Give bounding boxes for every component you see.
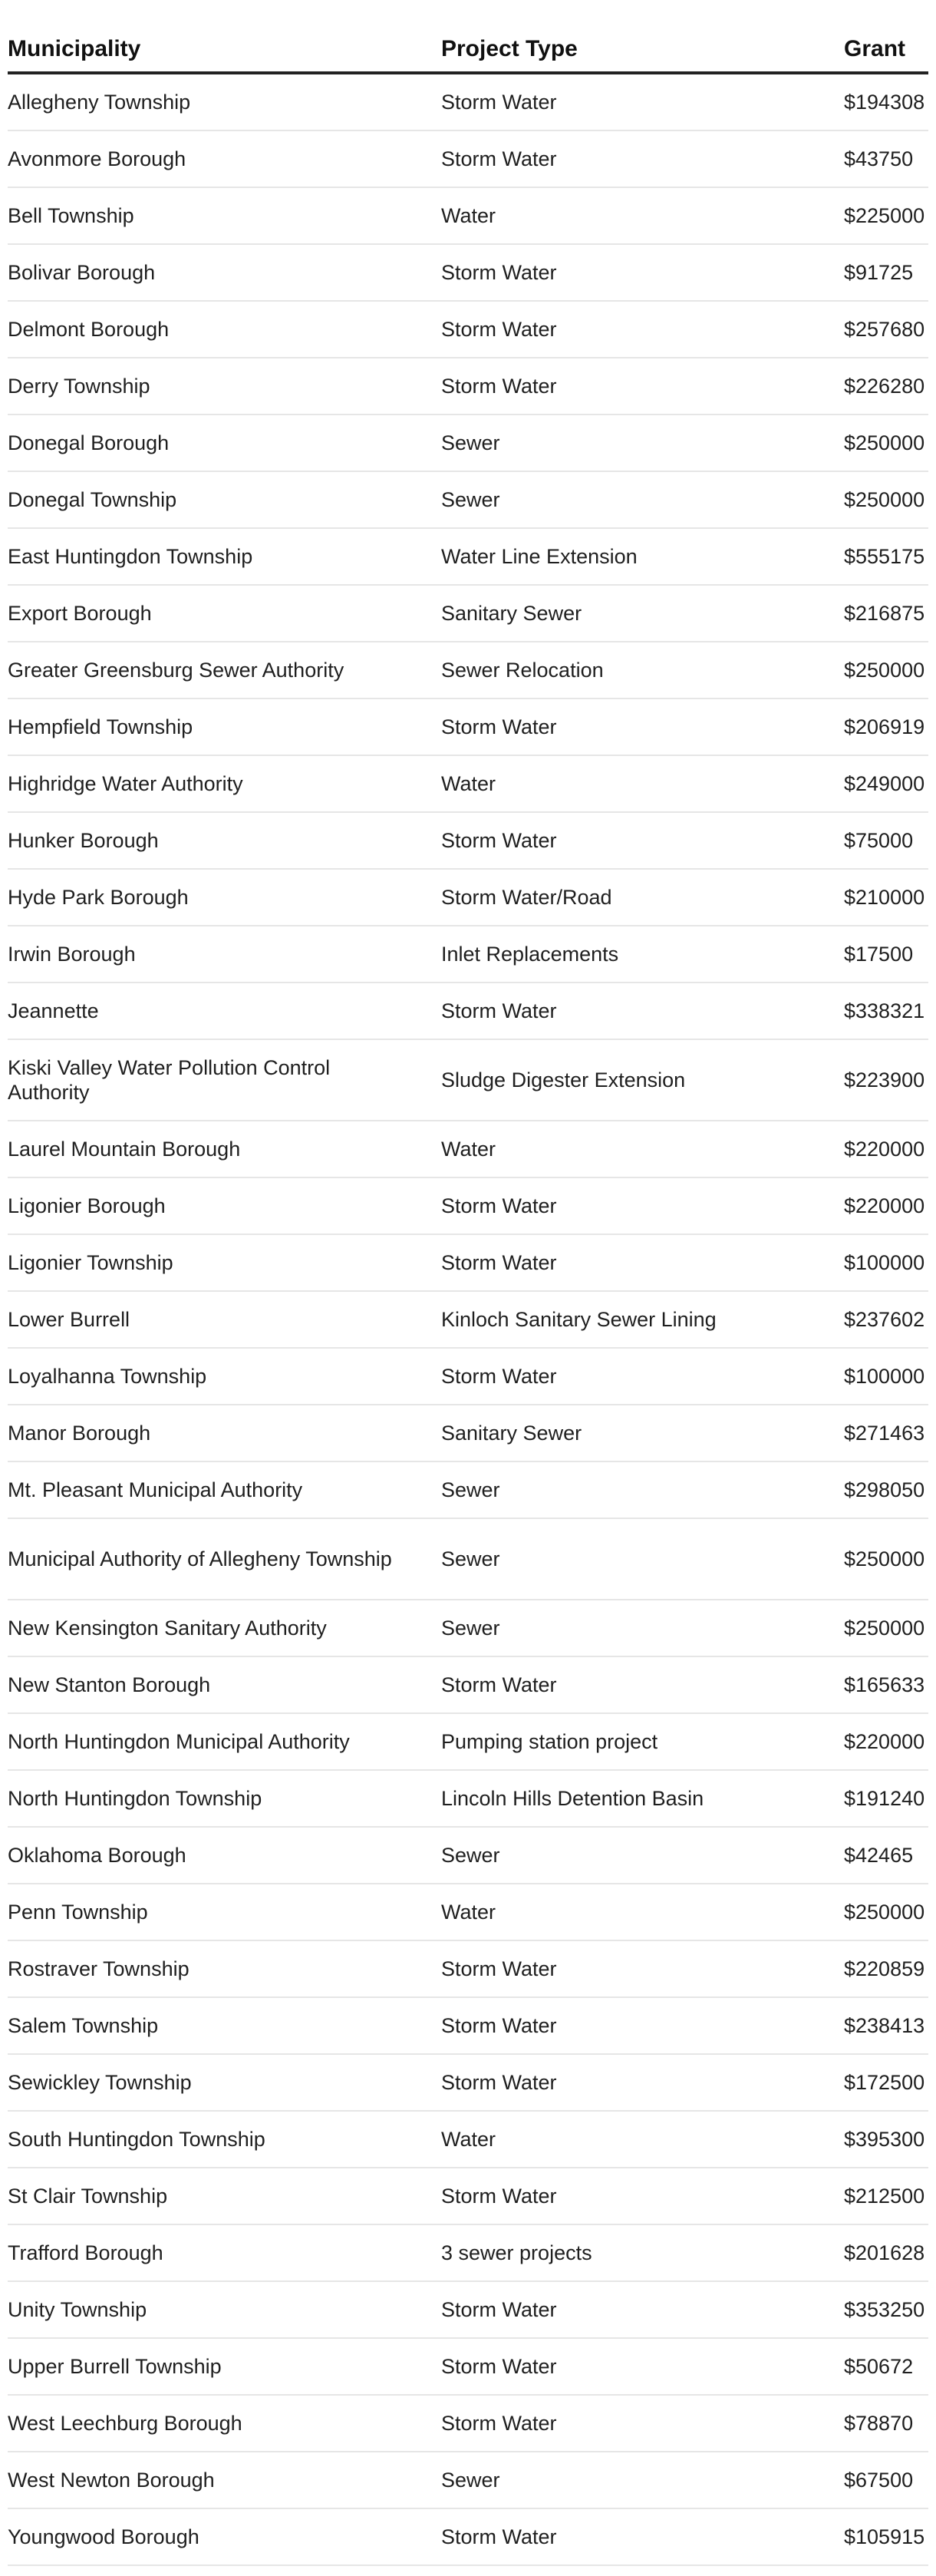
cell-municipality: Ligonier Township (8, 1251, 173, 1274)
cell-municipality: Kiski Valley Water Pollution Control Authority (8, 1056, 331, 1104)
cell-municipality: Youngwood Borough (8, 2525, 199, 2548)
cell-grant: $271463 (844, 1422, 925, 1445)
cell-municipality: Hempfield Township (8, 715, 193, 738)
cell-municipality: West Leechburg Borough (8, 2412, 242, 2435)
cell-grant: $338321 (844, 999, 925, 1022)
cell-project-type: Storm Water (441, 147, 557, 170)
cell-municipality: Trafford Borough (8, 2241, 163, 2264)
cell-grant: $191240 (844, 1787, 925, 1810)
header-grant: Grant (844, 36, 906, 61)
cell-project-type: Pumping station project (441, 1730, 658, 1753)
cell-project-type: Water (441, 204, 496, 227)
table-row (8, 1941, 928, 1998)
cell-municipality: Allegheny Township (8, 91, 191, 114)
cell-municipality: New Stanton Borough (8, 1673, 211, 1696)
table-row (8, 415, 928, 472)
table-row (8, 1828, 928, 1884)
table-row (8, 358, 928, 415)
cell-grant: $220859 (844, 1957, 925, 1980)
cell-municipality: Bell Township (8, 204, 134, 227)
cell-municipality: Laurel Mountain Borough (8, 1138, 241, 1161)
cell-project-type: Sewer Relocation (441, 659, 604, 682)
cell-project-type: Sewer (441, 431, 500, 454)
cell-grant: $212500 (844, 2185, 925, 2208)
cell-municipality: North Huntingdon Municipal Authority (8, 1730, 350, 1753)
cell-project-type: Sewer (441, 1617, 500, 1640)
cell-municipality: Greater Greensburg Sewer Authority (8, 659, 344, 682)
cell-project-type: Water Line Extension (441, 545, 638, 568)
cell-grant: $50672 (844, 2355, 914, 2378)
cell-project-type: Water (441, 1138, 496, 1161)
table-header (8, 0, 928, 74)
cell-grant: $250000 (844, 431, 925, 454)
cell-project-type: Storm Water (441, 2525, 557, 2548)
cell-grant: $43750 (844, 147, 914, 170)
cell-grant: $67500 (844, 2469, 914, 2492)
table-body (8, 74, 928, 2566)
cell-project-type: Water (441, 1901, 496, 1924)
cell-project-type: Storm Water (441, 999, 557, 1022)
cell-municipality: West Newton Borough (8, 2469, 215, 2492)
table-row (8, 2225, 928, 2282)
cell-project-type: Storm Water (441, 1194, 557, 1217)
table-row (8, 1292, 928, 1349)
table-row (8, 1121, 928, 1178)
cell-grant: $225000 (844, 204, 925, 227)
cell-grant: $395300 (844, 2128, 925, 2151)
cell-grant: $165633 (844, 1673, 925, 1696)
cell-grant: $250000 (844, 1547, 925, 1570)
table-row (8, 1600, 928, 1657)
cell-project-type: Inlet Replacements (441, 943, 619, 966)
cell-grant: $353250 (844, 2298, 925, 2321)
cell-project-type: Storm Water (441, 2355, 557, 2378)
cell-project-type: Storm Water (441, 91, 557, 114)
cell-grant: $555175 (844, 545, 925, 568)
table-row (8, 1998, 928, 2055)
cell-municipality: Ligonier Borough (8, 1194, 166, 1217)
cell-grant: $249000 (844, 772, 925, 795)
cell-grant: $172500 (844, 2071, 925, 2094)
cell-grant: $216875 (844, 602, 925, 625)
cell-municipality: North Huntingdon Township (8, 1787, 262, 1810)
cell-grant: $201628 (844, 2241, 925, 2264)
cell-project-type: Storm Water (441, 375, 557, 398)
table-row (8, 2055, 928, 2112)
cell-grant: $105915 (844, 2525, 925, 2548)
cell-grant: $298050 (844, 1478, 925, 1501)
cell-municipality: Export Borough (8, 602, 152, 625)
table-row (8, 1714, 928, 1771)
cell-project-type: Storm Water (441, 715, 557, 738)
table-row (8, 983, 928, 1040)
table-row (8, 926, 928, 983)
cell-municipality: Delmont Borough (8, 318, 170, 341)
table-row (8, 2396, 928, 2452)
cell-grant: $91725 (844, 261, 914, 284)
table-row (8, 131, 928, 188)
cell-municipality: Avonmore Borough (8, 147, 186, 170)
cell-project-type: Storm Water (441, 2071, 557, 2094)
cell-project-type: Storm Water (441, 318, 557, 341)
table-row (8, 1771, 928, 1828)
cell-municipality: Oklahoma Borough (8, 1844, 186, 1867)
cell-grant: $257680 (844, 318, 925, 341)
cell-grant: $210000 (844, 886, 925, 909)
cell-project-type: Storm Water (441, 261, 557, 284)
cell-grant: $250000 (844, 1617, 925, 1640)
cell-grant: $220000 (844, 1730, 925, 1753)
cell-municipality: East Huntingdon Township (8, 545, 253, 568)
table-row (8, 1178, 928, 1235)
cell-grant: $78870 (844, 2412, 914, 2435)
cell-grant: $250000 (844, 1901, 925, 1924)
cell-project-type: Storm Water (441, 1251, 557, 1274)
cell-grant: $206919 (844, 715, 925, 738)
cell-grant: $42465 (844, 1844, 914, 1867)
cell-municipality: Highridge Water Authority (8, 772, 243, 795)
table-row (8, 1657, 928, 1714)
cell-project-type: Storm Water (441, 1957, 557, 1980)
cell-municipality: Municipal Authority of Allegheny Township (8, 1547, 392, 1570)
cell-grant: $220000 (844, 1138, 925, 1161)
cell-grant: $250000 (844, 488, 925, 511)
cell-project-type: Kinloch Sanitary Sewer Lining (441, 1308, 717, 1331)
cell-project-type: Water (441, 2128, 496, 2151)
cell-project-type: Lincoln Hills Detention Basin (441, 1787, 704, 1810)
cell-municipality: Rostraver Township (8, 1957, 190, 1980)
cell-municipality: Derry Township (8, 375, 150, 398)
table-row (8, 2112, 928, 2168)
cell-municipality: Loyalhanna Township (8, 1365, 207, 1388)
table-row (8, 188, 928, 245)
table-row (8, 813, 928, 870)
cell-municipality: Jeannette (8, 999, 99, 1022)
cell-grant: $17500 (844, 943, 914, 966)
cell-project-type: Sewer (441, 488, 500, 511)
cell-municipality: Irwin Borough (8, 943, 136, 966)
table-row (8, 1040, 928, 1121)
cell-municipality: St Clair Township (8, 2185, 168, 2208)
table-row (8, 2452, 928, 2509)
table-row (8, 2509, 928, 2566)
cell-municipality: Mt. Pleasant Municipal Authority (8, 1478, 303, 1501)
table-row (8, 302, 928, 358)
table-row (8, 1349, 928, 1405)
table-row (8, 699, 928, 756)
cell-grant: $226280 (844, 375, 925, 398)
cell-municipality: Donegal Township (8, 488, 177, 511)
cell-project-type: Storm Water (441, 1673, 557, 1696)
cell-municipality: Hunker Borough (8, 829, 159, 852)
table-row (8, 642, 928, 699)
table-row (8, 1519, 928, 1600)
header-municipality: Municipality (8, 36, 141, 61)
cell-grant: $250000 (844, 659, 925, 682)
cell-municipality: Sewickley Township (8, 2071, 192, 2094)
cell-project-type: Storm Water (441, 829, 557, 852)
table-row (8, 2282, 928, 2339)
cell-project-type: Sludge Digester Extension (441, 1068, 686, 1091)
cell-municipality: Salem Township (8, 2014, 159, 2037)
cell-municipality: Penn Township (8, 1901, 148, 1924)
cell-municipality: Bolivar Borough (8, 261, 156, 284)
cell-grant: $100000 (844, 1251, 925, 1274)
cell-municipality: South Huntingdon Township (8, 2128, 265, 2151)
cell-project-type: Sewer (441, 1547, 500, 1570)
table-row (8, 586, 928, 642)
cell-grant: $75000 (844, 829, 914, 852)
cell-project-type: Sewer (441, 1478, 500, 1501)
cell-municipality: Manor Borough (8, 1422, 151, 1445)
cell-municipality: Unity Township (8, 2298, 147, 2321)
cell-grant: $237602 (844, 1308, 925, 1331)
cell-grant: $223900 (844, 1068, 925, 1091)
table-row (8, 74, 928, 131)
table-row (8, 1235, 928, 1292)
header-project-type: Project Type (441, 36, 578, 61)
cell-municipality: Hyde Park Borough (8, 886, 189, 909)
table-row (8, 245, 928, 302)
table-row (8, 1405, 928, 1462)
cell-project-type: Storm Water/Road (441, 886, 612, 909)
cell-grant: $100000 (844, 1365, 925, 1388)
cell-grant: $194308 (844, 91, 925, 114)
cell-project-type: Storm Water (441, 2014, 557, 2037)
table-row (8, 1884, 928, 1941)
cell-municipality: Donegal Borough (8, 431, 170, 454)
cell-municipality: New Kensington Sanitary Authority (8, 1617, 327, 1640)
cell-grant: $238413 (844, 2014, 925, 2037)
cell-grant: $220000 (844, 1194, 925, 1217)
cell-project-type: Sewer (441, 2469, 500, 2492)
grants-table (8, 0, 928, 2566)
cell-project-type: Storm Water (441, 1365, 557, 1388)
cell-project-type: 3 sewer projects (441, 2241, 592, 2264)
cell-project-type: Storm Water (441, 2185, 557, 2208)
cell-project-type: Water (441, 772, 496, 795)
table-row (8, 2339, 928, 2396)
table-row (8, 472, 928, 529)
table-row (8, 756, 928, 813)
table-row (8, 1462, 928, 1519)
cell-project-type: Storm Water (441, 2298, 557, 2321)
cell-project-type: Storm Water (441, 2412, 557, 2435)
table-row (8, 529, 928, 586)
cell-municipality: Upper Burrell Township (8, 2355, 222, 2378)
cell-project-type: Sanitary Sewer (441, 602, 582, 625)
cell-project-type: Sanitary Sewer (441, 1422, 582, 1445)
cell-municipality: Lower Burrell (8, 1308, 130, 1331)
table-row (8, 870, 928, 926)
cell-project-type: Sewer (441, 1844, 500, 1867)
table-row (8, 2168, 928, 2225)
